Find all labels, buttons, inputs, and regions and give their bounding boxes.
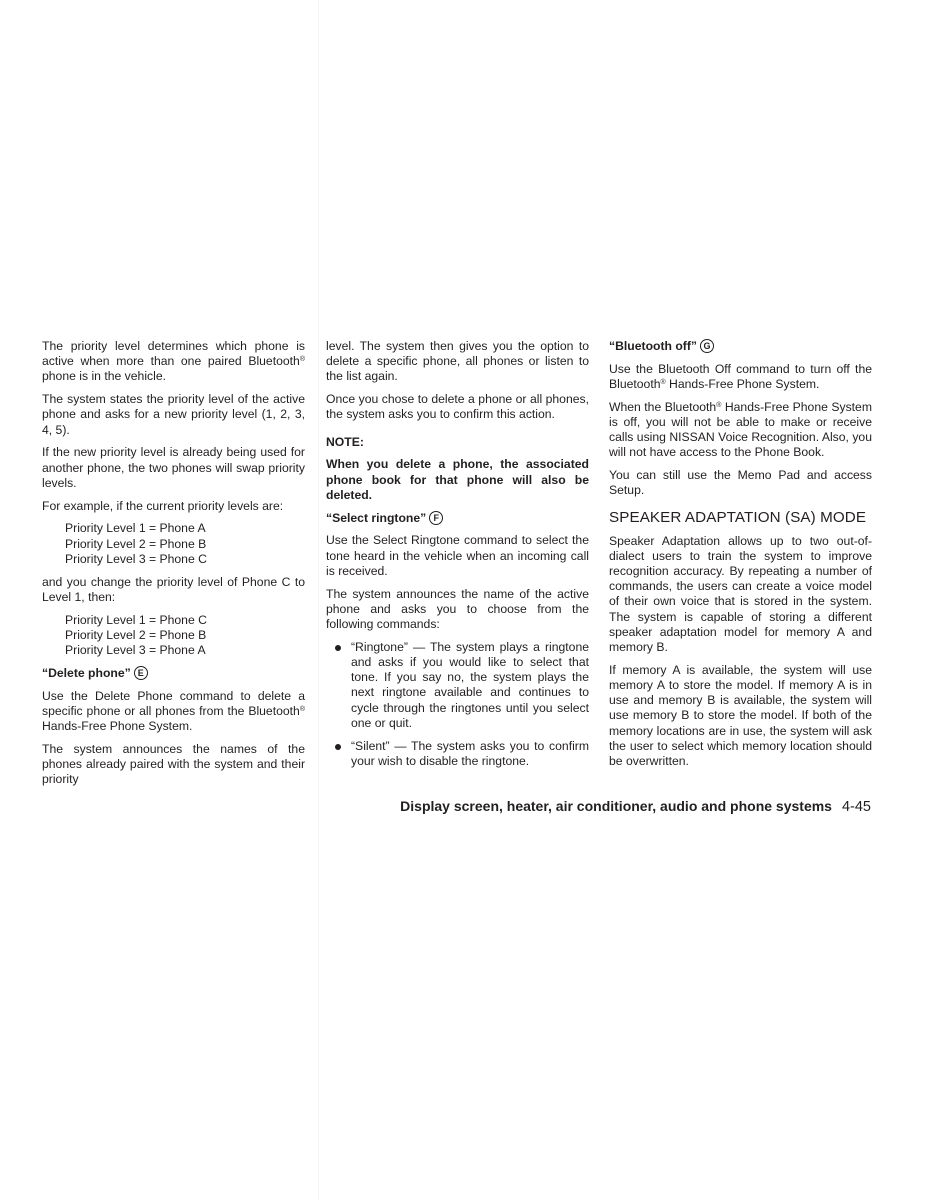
paragraph: If memory A is available, the system will use memory A to store the model. If memory A is in use and memory B is available, the system will use memory B to store the model. If both of the memory locations are in use, the system will ask the user to select which memory location should be overwritten. [609,662,872,769]
list-item: Priority Level 2 = Phone B [65,627,207,642]
bullet-item [326,739,589,769]
circled-letter-f-icon: F [429,511,443,525]
paragraph: Once you chose to delete a phone or all phones, the system asks you to confirm this action. [326,392,589,422]
column-2 [326,339,589,777]
priority-list-before [42,521,305,567]
paragraph: and you change the priority level of Phone C to Level 1, then: [42,574,305,604]
list-item: Priority Level 3 = Phone A [65,643,206,658]
bullet-text: “Silent” — The system asks you to confirm your wish to disable the ringtone. [351,738,589,768]
paragraph: The system states the priority level of the active phone and asks for a new priority level (1, 2, 3, 4, 5). [42,392,305,437]
list-item: Priority Level 1 = Phone A [65,521,206,536]
paragraph: The priority level determines which phone is active when more than one paired Bluetooth® phone is in the vehicle. [42,339,305,384]
heading-text: “Bluetooth off” [609,339,697,353]
paragraph: Use the Select Ringtone command to select the tone heard in the vehicle when an incoming call is received. [326,533,589,578]
priority-list-after [42,613,305,659]
paragraph: If the new priority level is already being used for another phone, the two phones will swap priority levels. [42,445,305,490]
bullet-text: “Ringtone” — The system plays a ringtone and asks if you would like to select that tone. If you say no, the system plays the next ringtone available and continues to cycle through the ringtones until you select one or quit. [351,639,589,730]
column-3 [609,339,872,777]
section-title: SPEAKER ADAPTATION (SA) MODE [609,508,867,526]
list-item: Priority Level 1 = Phone C [65,612,207,627]
delete-phone-heading [42,666,305,681]
paragraph: For example, if the current priority levels are: [42,498,284,513]
bullet-item [326,640,589,731]
bullet-icon [335,744,341,750]
paragraph: You can still use the Memo Pad and access Setup. [609,468,872,498]
paragraph: Speaker Adaptation allows up to two out-of-dialect users to train the system to improve recognition accuracy. By repeating a number of commands, the users can create a voice model of their own voice that is stored in the system. The system is capable of storing a different speaker adaptation model for memory A and memory B. [609,533,872,655]
heading-text: “Delete phone” [42,665,131,680]
bluetooth-off-heading [609,339,872,354]
note-body: When you delete a phone, the associated phone book for that phone will also be deleted. [326,457,589,502]
circled-letter-e-icon: E [134,666,148,680]
paragraph: The system announces the names of the phones already paired with the system and their priority [42,741,305,787]
bullet-icon [335,645,341,651]
paragraph: Use the Delete Phone command to delete a specific phone or all phones from the Bluetooth® Hands-Free Phone System. [42,688,305,734]
list-item: Priority Level 3 = Phone C [65,551,207,566]
paragraph: level. The system then gives you the option to delete a specific phone, all phones or listen to the list again. [326,339,589,384]
page-footer [400,798,871,815]
page-number: 4-45 [841,799,871,815]
paragraph: Use the Bluetooth Off command to turn off the Bluetooth® Hands-Free Phone System. [609,361,872,391]
column-1 [42,339,305,795]
note-label: NOTE: [326,434,364,449]
page-fold [318,0,319,1200]
heading-text: “Select ringtone” [326,510,427,525]
paragraph: The system announces the name of the active phone and asks you to choose from the following commands: [326,586,589,632]
list-item: Priority Level 2 = Phone B [65,536,207,551]
circled-letter-g-icon: G [700,339,714,353]
paragraph: When the Bluetooth® Hands-Free Phone System is off, you will not be able to make or receive calls using NISSAN Voice Recognition. Also, you will not have access to the Phone Book. [609,399,872,460]
select-ringtone-heading [326,511,589,526]
footer-section-title: Display screen, heater, air conditioner, audio and phone systems [400,798,832,814]
